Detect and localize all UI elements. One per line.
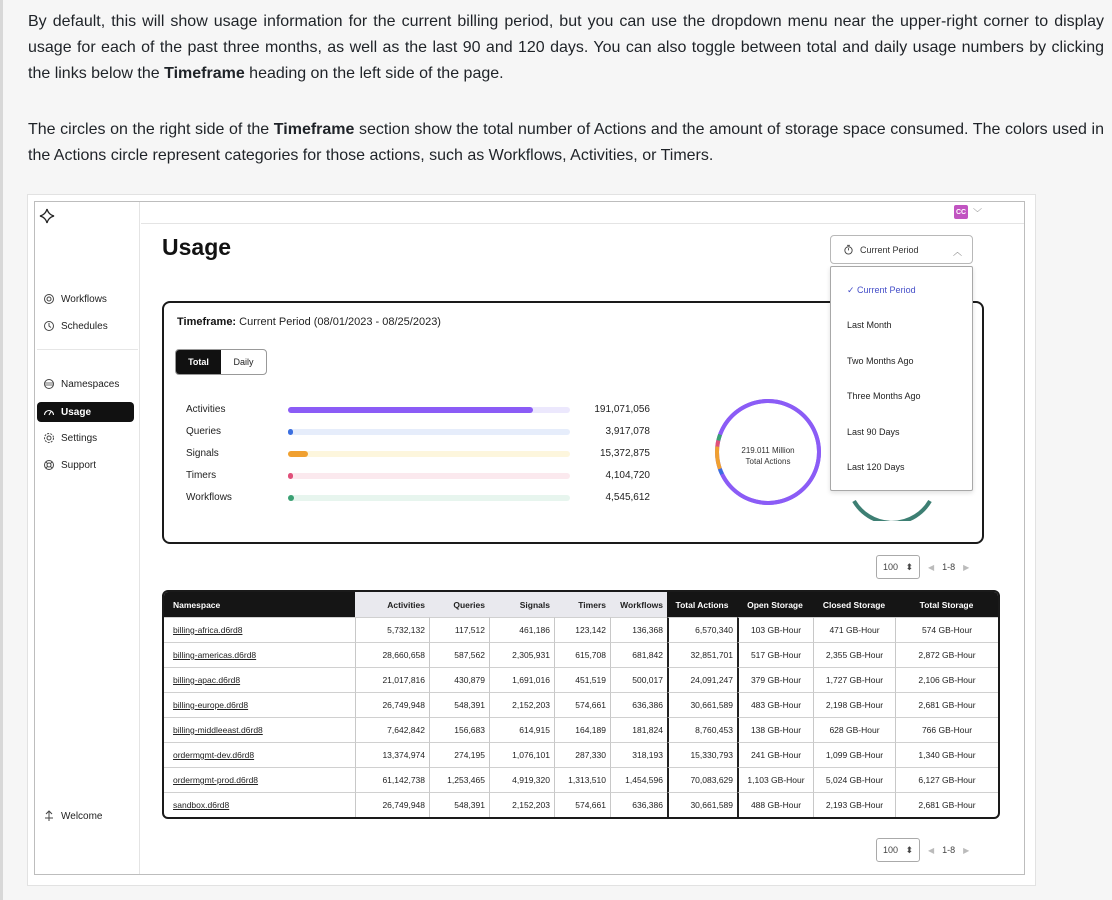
workflows-icon: [43, 293, 55, 305]
sort-arrows-icon: ⬍: [905, 844, 913, 855]
period-select-value: Current Period: [860, 244, 919, 255]
table-row: [164, 692, 998, 717]
sidebar-item-label: Usage: [61, 406, 92, 418]
ring-label: [734, 445, 802, 467]
sidebar-divider: [37, 349, 138, 350]
sidebar-item-support[interactable]: [37, 455, 134, 475]
stopwatch-icon: [843, 244, 854, 255]
support-icon: [43, 459, 55, 471]
table-cell: 123,142: [554, 617, 610, 642]
sidebar-item-label: Namespaces: [61, 378, 120, 390]
table-cell: 451,519: [554, 667, 610, 692]
usage-bar-track: [288, 429, 570, 435]
page-range: 1-8: [942, 845, 956, 855]
table-cell: 117,512: [429, 617, 489, 642]
usage-value: 15,372,875: [599, 448, 650, 459]
table-cell: 6,127 GB-Hour: [895, 767, 998, 792]
app-logo-icon[interactable]: [39, 208, 55, 224]
table-cell: 138 GB-Hour: [737, 717, 813, 742]
table-cell: 2,106 GB-Hour: [895, 667, 998, 692]
sidebar-item-settings[interactable]: [37, 428, 134, 448]
table-cell: 2,152,203: [489, 792, 554, 817]
table-cell: 13,374,974: [355, 742, 429, 767]
table-cell: 1,103 GB-Hour: [737, 767, 813, 792]
table-cell: 1,340 GB-Hour: [895, 742, 998, 767]
table-cell: 26,749,948: [355, 792, 429, 817]
table-cell: 6,570,340: [667, 617, 737, 642]
namespaces-icon: [43, 378, 55, 390]
period-option-last-month[interactable]: Last Month: [847, 320, 892, 330]
column-header[interactable]: Total Actions: [667, 592, 737, 617]
table-cell: 2,681 GB-Hour: [895, 792, 998, 817]
check-icon: ✓: [847, 285, 858, 295]
pager-top: [876, 555, 969, 579]
usage-value: 4,545,612: [605, 492, 650, 503]
usage-label: Signals: [186, 448, 219, 459]
table-cell: 766 GB-Hour: [895, 717, 998, 742]
namespace-link[interactable]: sandbox.d6rd8: [164, 792, 355, 817]
usage-value: 4,104,720: [605, 470, 650, 481]
table-cell: 32,851,701: [667, 642, 737, 667]
schedules-icon: [43, 320, 55, 332]
table-cell: 681,842: [610, 642, 667, 667]
intro-bold: Timeframe: [164, 65, 245, 82]
column-header[interactable]: Timers: [554, 592, 610, 617]
table-row: [164, 667, 998, 692]
namespace-usage-table: [162, 590, 1000, 819]
column-header[interactable]: Closed Storage: [813, 592, 895, 617]
period-option-last-120-days[interactable]: Last 120 Days: [847, 462, 905, 472]
period-option-last-90-days[interactable]: Last 90 Days: [847, 427, 900, 437]
table-cell: 61,142,738: [355, 767, 429, 792]
table-cell: 1,253,465: [429, 767, 489, 792]
sidebar-item-label: Welcome: [61, 810, 103, 822]
ring-label-value: 219.011 Million: [741, 446, 795, 455]
table-cell: 1,313,510: [554, 767, 610, 792]
prev-page-icon[interactable]: ◀: [928, 845, 935, 855]
table-cell: 500,017: [610, 667, 667, 692]
table-cell: 488 GB-Hour: [737, 792, 813, 817]
usage-row: [186, 490, 656, 506]
table-cell: 461,186: [489, 617, 554, 642]
table-cell: 30,661,589: [667, 692, 737, 717]
toggle-daily[interactable]: Daily: [233, 357, 254, 367]
table-row: [164, 642, 998, 667]
period-option-three-months-ago[interactable]: Three Months Ago: [847, 391, 921, 401]
table-cell: 574,661: [554, 792, 610, 817]
chevron-down-icon[interactable]: ﹀: [972, 208, 982, 218]
column-header[interactable]: Total Storage: [895, 592, 998, 617]
table-cell: 2,305,931: [489, 642, 554, 667]
intro-text-b: heading on the left side of the page.: [244, 65, 504, 82]
table-cell: 24,091,247: [667, 667, 737, 692]
page-range: 1-8: [942, 562, 956, 572]
table-cell: 636,386: [610, 792, 667, 817]
period-select[interactable]: [830, 235, 973, 264]
table-cell: 8,760,453: [667, 717, 737, 742]
usage-bar-track: [288, 407, 570, 413]
table-cell: 574 GB-Hour: [895, 617, 998, 642]
usage-bar-track: [288, 473, 570, 479]
namespace-link[interactable]: ordermgmt-dev.d6rd8: [164, 742, 355, 767]
namespace-link[interactable]: billing-apac.d6rd8: [164, 667, 355, 692]
usage-value: 191,071,056: [594, 404, 650, 415]
sidebar-item-label: Schedules: [61, 320, 108, 332]
table-cell: 136,368: [610, 617, 667, 642]
page-size-select[interactable]: 100 ⬍: [876, 838, 920, 862]
table-cell: 1,727 GB-Hour: [813, 667, 895, 692]
table-cell: 156,683: [429, 717, 489, 742]
usage-bar-track: [288, 495, 570, 501]
usage-label: Workflows: [186, 492, 232, 503]
table-cell: 548,391: [429, 692, 489, 717]
table-cell: 4,919,320: [489, 767, 554, 792]
prev-page-icon[interactable]: ◀: [928, 562, 935, 572]
table-cell: 274,195: [429, 742, 489, 767]
sidebar-item-workflows[interactable]: [37, 289, 134, 309]
sidebar-item-schedules[interactable]: [37, 316, 134, 336]
storage-ring: [852, 499, 932, 521]
table-cell: 1,454,596: [610, 767, 667, 792]
sidebar-item-namespaces[interactable]: [37, 374, 134, 394]
namespace-link[interactable]: ordermgmt-prod.d6rd8: [164, 767, 355, 792]
usage-bar-fill: [288, 407, 533, 413]
timeframe-heading: Timeframe: Current Period (08/01/2023 - 08/25/2023): [177, 316, 441, 328]
period-option-current[interactable]: ✓ Current Period: [847, 285, 916, 295]
table-row: [164, 767, 998, 792]
table-cell: 587,562: [429, 642, 489, 667]
usage-row: [186, 424, 656, 440]
circles-text-a: The circles on the right side of the: [28, 121, 274, 138]
usage-label: Queries: [186, 426, 222, 437]
table-cell: 2,198 GB-Hour: [813, 692, 895, 717]
quote-rule: [0, 0, 3, 900]
table-cell: 30,661,589: [667, 792, 737, 817]
namespace-link[interactable]: billing-africa.d6rd8: [164, 617, 355, 642]
intro-paragraph: [28, 9, 1104, 87]
table-cell: 26,749,948: [355, 692, 429, 717]
table-row: [164, 617, 998, 642]
period-dropdown-menu: [830, 266, 973, 491]
table-cell: 1,076,101: [489, 742, 554, 767]
table-cell: 1,691,016: [489, 667, 554, 692]
column-header[interactable]: Queries: [429, 592, 489, 617]
usage-row: [186, 446, 656, 462]
table-cell: 1,099 GB-Hour: [813, 742, 895, 767]
column-header[interactable]: Signals: [489, 592, 554, 617]
usage-label: Activities: [186, 404, 226, 415]
table-cell: 15,330,793: [667, 742, 737, 767]
page-title: Usage: [162, 234, 232, 260]
usage-bar-fill: [288, 473, 293, 479]
namespace-link[interactable]: billing-americas.d6rd8: [164, 642, 355, 667]
chevron-up-icon: ︿: [952, 247, 962, 257]
ring-label-caption: Total Actions: [745, 457, 791, 466]
usage-bar-track: [288, 451, 570, 457]
usage-row: [186, 402, 656, 418]
table-row: [164, 717, 998, 742]
app-window: [34, 201, 1025, 875]
table-cell: 181,824: [610, 717, 667, 742]
sidebar-item-welcome[interactable]: [37, 806, 134, 826]
usage-icon: [43, 406, 55, 418]
table-cell: 517 GB-Hour: [737, 642, 813, 667]
column-header[interactable]: Workflows: [610, 592, 667, 617]
table-cell: 615,708: [554, 642, 610, 667]
usage-row: [186, 468, 656, 484]
circles-paragraph: [28, 117, 1104, 169]
table-cell: 471 GB-Hour: [813, 617, 895, 642]
timeframe-range: Current Period (08/01/2023 - 08/25/2023): [239, 316, 441, 328]
toggle-total[interactable]: Total: [176, 350, 221, 374]
table-cell: 241 GB-Hour: [737, 742, 813, 767]
sidebar-item-label: Settings: [61, 432, 98, 444]
table-cell: 5,024 GB-Hour: [813, 767, 895, 792]
namespace-link[interactable]: billing-europe.d6rd8: [164, 692, 355, 717]
column-header[interactable]: Namespace: [164, 592, 355, 617]
table-cell: 628 GB-Hour: [813, 717, 895, 742]
usage-screenshot: [28, 195, 1035, 885]
table-cell: 2,152,203: [489, 692, 554, 717]
circles-text-b: section show the total number of Actions and the amount of storage space consumed. The colors used in the Actions circle represent categories for those actions, such as Workflows, Activities, or Timers.: [28, 121, 1104, 164]
table-cell: 318,193: [610, 742, 667, 767]
table-row: [164, 742, 998, 767]
column-header[interactable]: Open Storage: [737, 592, 813, 617]
table-cell: 164,189: [554, 717, 610, 742]
period-option-two-months-ago[interactable]: Two Months Ago: [847, 356, 914, 366]
table-cell: 2,193 GB-Hour: [813, 792, 895, 817]
sidebar-item-label: Support: [61, 459, 97, 471]
sort-arrows-icon: ⬍: [905, 561, 913, 572]
table-cell: 103 GB-Hour: [737, 617, 813, 642]
sidebar: [35, 202, 140, 874]
usage-bar-fill: [288, 495, 294, 501]
table-cell: 5,732,132: [355, 617, 429, 642]
sidebar-item-label: Workflows: [61, 293, 107, 305]
welcome-icon: [43, 810, 55, 822]
usage-label: Timers: [186, 470, 217, 481]
table-cell: 483 GB-Hour: [737, 692, 813, 717]
namespace-link[interactable]: billing-middleeast.d6rd8: [164, 717, 355, 742]
table-cell: 2,872 GB-Hour: [895, 642, 998, 667]
pager-bottom: [876, 838, 969, 862]
table-cell: 2,355 GB-Hour: [813, 642, 895, 667]
table-cell: 379 GB-Hour: [737, 667, 813, 692]
circles-bold: Timeframe: [273, 121, 355, 138]
table-cell: 614,915: [489, 717, 554, 742]
next-page-icon[interactable]: ▶: [963, 562, 970, 572]
next-page-icon[interactable]: ▶: [963, 845, 970, 855]
intro-text-a: By default, this will show usage information for the current billing period, but you can use the dropdown menu near the upper-right corner to display usage for each of the past three months, as well as the last 90 and 120 days. You can also toggle between total and daily usage numbers by clicking the links below the: [28, 13, 1104, 82]
user-avatar[interactable]: CC: [954, 205, 968, 219]
table-cell: 2,681 GB-Hour: [895, 692, 998, 717]
table-cell: 21,017,816: [355, 667, 429, 692]
usage-bar-fill: [288, 451, 308, 457]
table-cell: 287,330: [554, 742, 610, 767]
table-cell: 7,642,842: [355, 717, 429, 742]
total-daily-toggle: [175, 349, 267, 375]
column-header[interactable]: Activities: [355, 592, 429, 617]
usage-bar-fill: [288, 429, 293, 435]
table-cell: 548,391: [429, 792, 489, 817]
top-bar: [141, 202, 1024, 224]
table-cell: 28,660,658: [355, 642, 429, 667]
usage-value: 3,917,078: [605, 426, 650, 437]
table-row: [164, 792, 998, 817]
table-cell: 636,386: [610, 692, 667, 717]
table-cell: 70,083,629: [667, 767, 737, 792]
table-cell: 574,661: [554, 692, 610, 717]
settings-icon: [43, 432, 55, 444]
table-cell: 430,879: [429, 667, 489, 692]
sidebar-item-usage[interactable]: [37, 402, 134, 422]
page-size-select[interactable]: 100 ⬍: [876, 555, 920, 579]
